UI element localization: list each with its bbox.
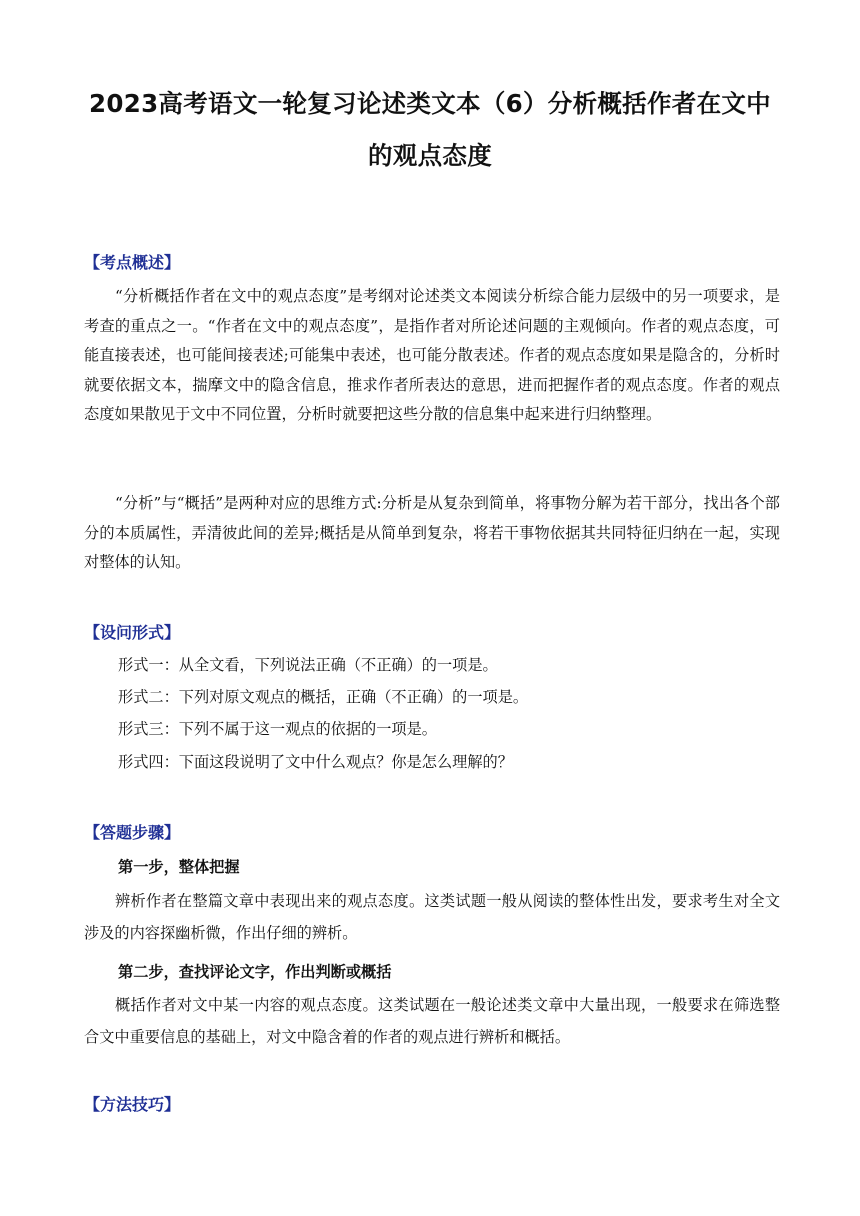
- form-item-1: 形式一：从全文看，下列说法正确（不正确）的一项是。: [118, 656, 498, 674]
- form-item-2: 形式二：下列对原文观点的概括，正确（不正确）的一项是。: [118, 688, 529, 706]
- step-1-title: 第一步，整体把握: [118, 858, 240, 876]
- section-heading-methods: 【方法技巧】: [84, 1095, 181, 1114]
- overview-paragraph-1: “分析概括作者在文中的观点态度”是考纲对论述类文本阅读分析综合能力层级中的另一项要求，是考查的重点之一。“作者在文中的观点态度”，是指作者对所论述问题的主观倾向。作者的观点态度，可能直接表述，也可能间接表述;可能集中表述，也可能分散表述。作者的观点态度如果是隐含的，分析时就要依据文本，揣摩文中的隐含信息，推求作者所表达的意思，进而把握作者的观点态度。作者的观点态度如果散见于文中不同位置，分析时就要把这些分散的信息集中起来进行归纳整理。: [84, 287, 780, 423]
- step-2-text: 概括作者对文中某一内容的观点态度。这类试题在一般论述类文章中大量出现，一般要求在筛选整合文中重要信息的基础上，对文中隐含着的作者的观点进行辨析和概括。: [84, 996, 780, 1046]
- title-line-1: 2023高考语文一轮复习论述类文本（6）分析概括作者在文中: [89, 89, 771, 118]
- form-item-4: 形式四：下面这段说明了文中什么观点？你是怎么理解的？: [118, 753, 513, 771]
- title-line-2: 的观点态度: [368, 141, 492, 170]
- section-heading-forms: 【设问形式】: [84, 623, 181, 642]
- form-item-3: 形式三：下列不属于这一观点的依据的一项是。: [118, 720, 437, 738]
- overview-paragraph-2: “分析”与“概括”是两种对应的思维方式:分析是从复杂到简单，将事物分解为若干部分，找出各个部分的本质属性，弄清彼此间的差异;概括是从简单到复杂，将若干事物依据其共同特征归纳在一起，实现对整体的认知。: [84, 494, 780, 571]
- step-1-text: 辨析作者在整篇文章中表现出来的观点态度。这类试题一般从阅读的整体性出发，要求考生对全文涉及的内容探幽析微，作出仔细的辨析。: [84, 892, 780, 942]
- document-title: [60, 78, 800, 182]
- step-2-title: 第二步，查找评论文字，作出判断或概括: [118, 963, 392, 981]
- section-heading-overview: 【考点概述】: [84, 253, 181, 272]
- section-heading-steps: 【答题步骤】: [84, 823, 181, 842]
